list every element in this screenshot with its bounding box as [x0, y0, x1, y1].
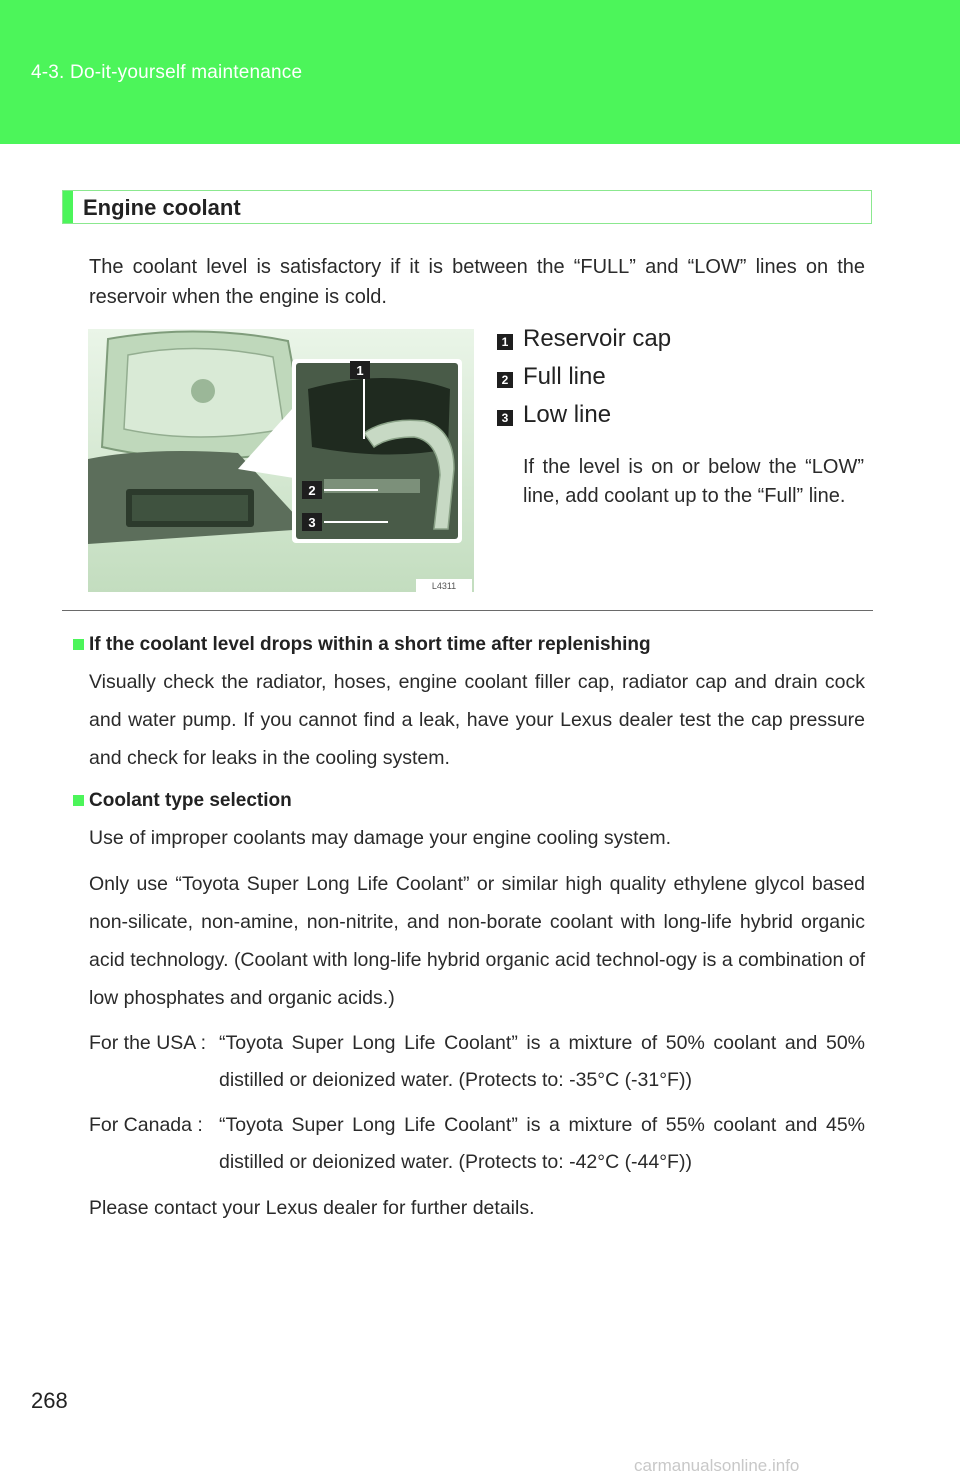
- legend-label: Full line: [523, 363, 606, 390]
- spec-key: For Canada :: [89, 1114, 203, 1136]
- notes-section: [73, 629, 865, 1227]
- intro-paragraph: The coolant level is satisfactory if it is between the “FULL” and “LOW” lines on the reservoir when the engine is cold.: [89, 256, 865, 308]
- note-heading-text: If the coolant level drops within a short time after replenishing: [89, 634, 651, 655]
- section-title-bar: [62, 190, 872, 224]
- note-paragraph: Visually check the radiator, hoses, engine coolant filler cap, radiator cap and drain cock and water pump. If you cannot find a leak, have your Lexus dealer test the cap pressure and check for leaks in the cooling system.: [89, 671, 865, 769]
- spec-key: For the USA :: [89, 1032, 207, 1054]
- square-bullet-icon: [73, 639, 84, 650]
- legend-number-1: 1: [497, 334, 513, 350]
- legend-item-reservoir-cap: [497, 325, 867, 363]
- legend-number-2: 2: [497, 372, 513, 388]
- figure-code: L4311: [431, 581, 457, 591]
- legend-item-full-line: [497, 363, 867, 401]
- legend-number-3: 3: [497, 410, 513, 426]
- section-title: Engine coolant: [83, 195, 241, 220]
- legend-label: Reservoir cap: [523, 325, 672, 352]
- page-number: 268: [31, 1388, 68, 1413]
- legend-item-low-line: [497, 401, 867, 439]
- figure-legend: [497, 325, 867, 507]
- page-header: [0, 0, 960, 144]
- chapter-breadcrumb: 4-3. Do-it-yourself maintenance: [31, 62, 303, 83]
- note-paragraph: Use of improper coolants may damage your engine cooling system.: [89, 827, 672, 849]
- watermark: carmanualsonline.info: [634, 1456, 800, 1475]
- legend-label: Low line: [523, 401, 612, 428]
- engine-bay-figure: [88, 329, 474, 592]
- callout-1: 1: [356, 363, 364, 378]
- spec-usa: [89, 1025, 865, 1099]
- note-heading: [73, 629, 865, 663]
- callout-2: 2: [308, 483, 316, 498]
- section-divider: [62, 610, 873, 611]
- callout-3: 3: [308, 515, 316, 530]
- spec-value: “Toyota Super Long Life Coolant” is a mixture of 50% coolant and 50% distilled or deionized water. (Protects to: -35°C (-31°F)): [219, 1032, 865, 1091]
- section-accent: [63, 191, 73, 223]
- note-heading: [73, 785, 865, 819]
- legend-note: If the level is on or below the “LOW” line, add coolant up to the “Full” line.: [523, 456, 864, 507]
- square-bullet-icon: [73, 795, 84, 806]
- spec-value: “Toyota Super Long Life Coolant” is a mixture of 55% coolant and 45% distilled or deionized water. (Protects to: -42°C (-44°F)): [219, 1114, 865, 1173]
- note-paragraph: Only use “Toyota Super Long Life Coolant” or similar high quality ethylene glycol based non-silicate, non-amine, non-nitrite, and non-borate coolant with long-life hybrid organic acid technology. (Coolant with long-life hybrid organic acid technol-ogy is a combination of low phosphates and organic acids.): [89, 873, 865, 1009]
- spec-canada: [89, 1107, 865, 1181]
- note-heading-text: Coolant type selection: [89, 790, 292, 811]
- closing-paragraph: Please contact your Lexus dealer for further details.: [89, 1197, 535, 1219]
